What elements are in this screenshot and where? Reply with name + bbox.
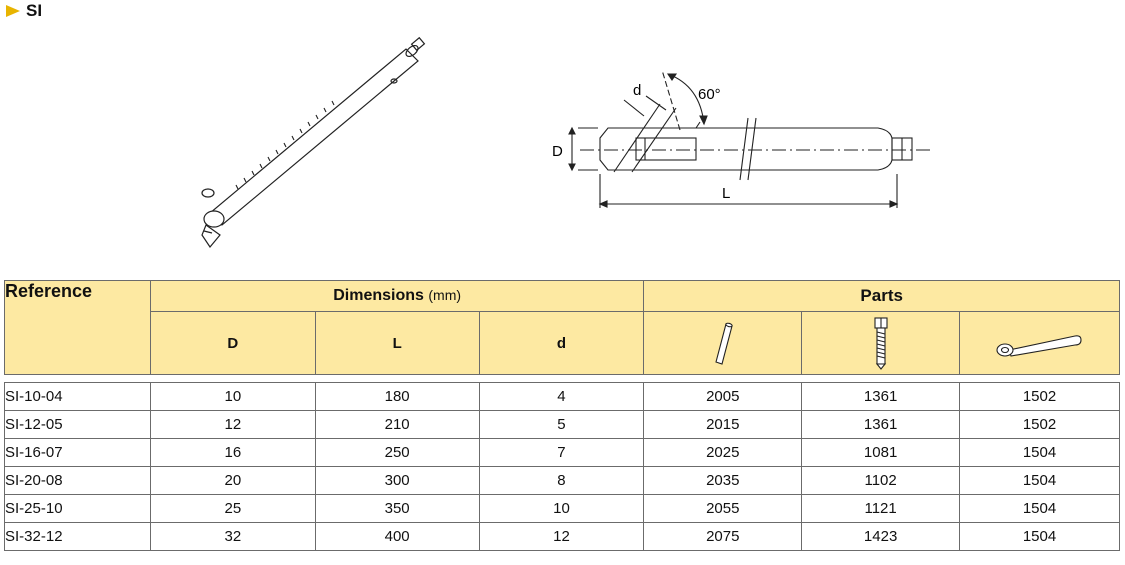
section-title: SI (26, 1, 43, 20)
cell-L: 180 (315, 383, 479, 411)
reference-header: Reference (5, 281, 151, 375)
diagram-label-angle: 60° (698, 86, 721, 103)
bullet-arrow-icon (6, 5, 20, 17)
table-row (5, 495, 1120, 523)
dimensions-header (150, 281, 643, 312)
cell-ref: SI-16-07 (5, 439, 151, 467)
tool-technical-drawing (540, 60, 940, 220)
cell-p2: 1361 (802, 383, 960, 411)
cell-p2: 1102 (802, 467, 960, 495)
dimensions-header-label: Dimensions (333, 287, 424, 304)
cell-p1: 2035 (644, 467, 802, 495)
cell-d: 7 (479, 439, 644, 467)
cell-D: 32 (150, 523, 315, 551)
wrench-icon (995, 326, 1085, 360)
cell-p2: 1081 (802, 439, 960, 467)
cell-ref: SI-10-04 (5, 383, 151, 411)
cell-D: 20 (150, 467, 315, 495)
col-header-pin (644, 312, 802, 375)
spec-table (4, 280, 1120, 551)
tool-perspective-illustration (180, 35, 440, 250)
col-header-L: L (315, 312, 479, 375)
diagram-label-D: D (552, 143, 563, 160)
cell-p3: 1504 (960, 439, 1120, 467)
diagram-label-L: L (722, 185, 731, 202)
cell-p3: 1504 (960, 467, 1120, 495)
table-row (5, 383, 1120, 411)
screw-icon (869, 316, 893, 370)
cell-L: 400 (315, 523, 479, 551)
cell-L: 300 (315, 467, 479, 495)
table-row (5, 467, 1120, 495)
cell-L: 210 (315, 411, 479, 439)
cell-p1: 2015 (644, 411, 802, 439)
cell-ref: SI-25-10 (5, 495, 151, 523)
cell-p3: 1504 (960, 495, 1120, 523)
table-row (5, 523, 1120, 551)
cell-p2: 1121 (802, 495, 960, 523)
cell-ref: SI-12-05 (5, 411, 151, 439)
cell-p1: 2025 (644, 439, 802, 467)
cell-D: 10 (150, 383, 315, 411)
cell-D: 12 (150, 411, 315, 439)
cell-ref: SI-32-12 (5, 523, 151, 551)
col-header-d: d (479, 312, 644, 375)
cell-d: 8 (479, 467, 644, 495)
table-spacer (5, 375, 1120, 383)
cell-p1: 2005 (644, 383, 802, 411)
cell-p1: 2055 (644, 495, 802, 523)
col-header-screw (802, 312, 960, 375)
cell-ref: SI-20-08 (5, 467, 151, 495)
col-header-D: D (150, 312, 315, 375)
cell-D: 16 (150, 439, 315, 467)
diagram-label-d: d (633, 82, 642, 99)
parts-header: Parts (644, 281, 1120, 312)
cell-p3: 1502 (960, 383, 1120, 411)
col-header-wrench (960, 312, 1120, 375)
table-row (5, 411, 1120, 439)
section-header (6, 0, 42, 22)
cell-L: 250 (315, 439, 479, 467)
cell-d: 12 (479, 523, 644, 551)
cell-p3: 1502 (960, 411, 1120, 439)
cell-d: 10 (479, 495, 644, 523)
cell-p1: 2075 (644, 523, 802, 551)
cell-p2: 1361 (802, 411, 960, 439)
pin-icon (708, 318, 738, 368)
cell-D: 25 (150, 495, 315, 523)
cell-p3: 1504 (960, 523, 1120, 551)
table-row (5, 439, 1120, 467)
cell-d: 4 (479, 383, 644, 411)
cell-p2: 1423 (802, 523, 960, 551)
cell-d: 5 (479, 411, 644, 439)
dimensions-unit: (mm) (428, 287, 462, 303)
cell-L: 350 (315, 495, 479, 523)
